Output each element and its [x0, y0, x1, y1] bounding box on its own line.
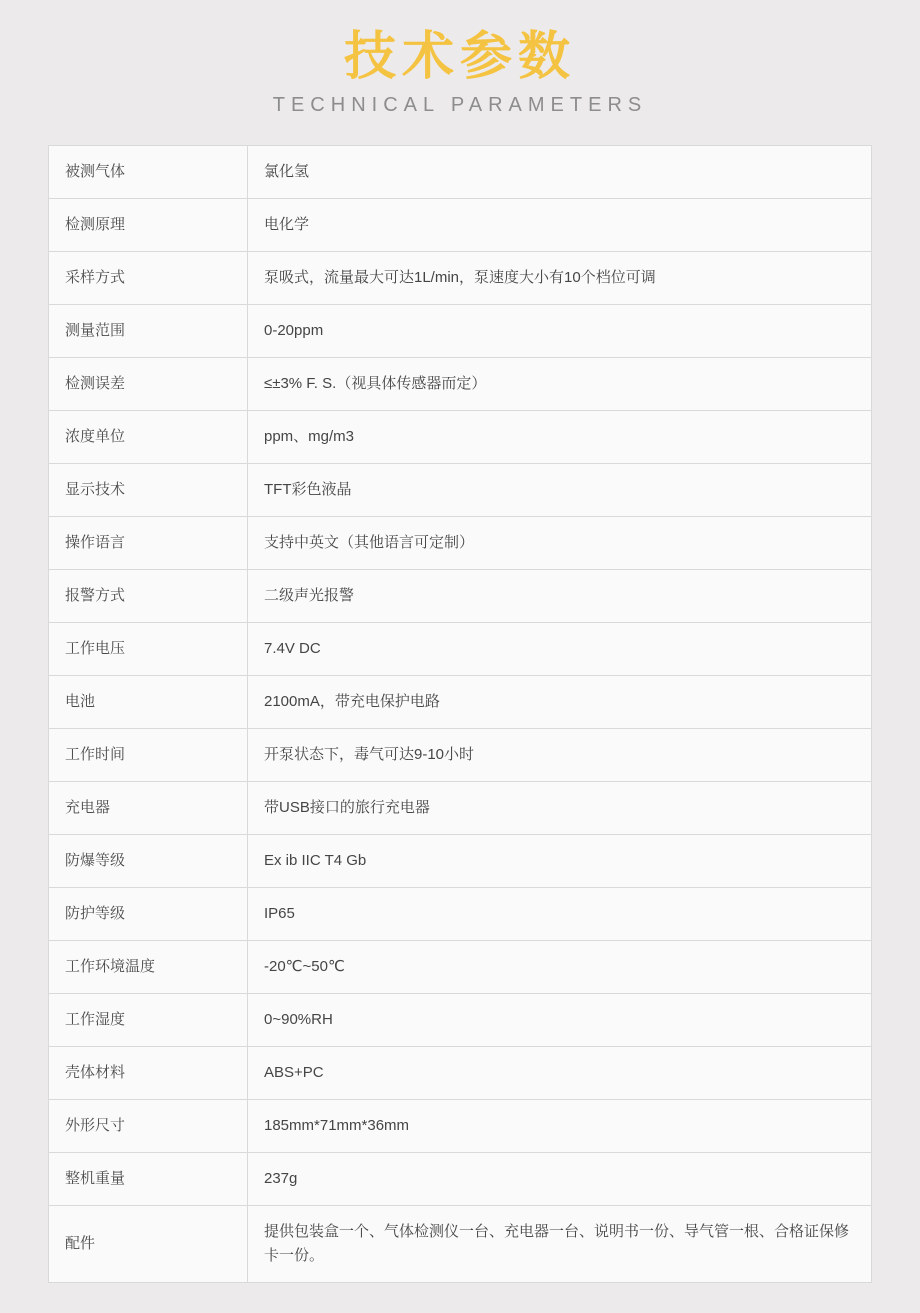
table-row: [49, 1047, 871, 1100]
table-row: [49, 623, 871, 676]
table-row: [49, 464, 871, 517]
spec-value-cell: -20℃~50℃: [248, 941, 872, 994]
spec-value-cell: ppm、mg/m3: [248, 411, 872, 464]
spec-value-cell: ABS+PC: [248, 1047, 872, 1100]
spec-value-cell: TFT彩色液晶: [248, 464, 872, 517]
bottom-spacer: [0, 1283, 920, 1313]
table-row: [49, 676, 871, 729]
spec-value-cell: 电化学: [248, 199, 872, 252]
spec-table: [49, 146, 871, 1283]
spec-label-cell: 显示技术: [49, 464, 248, 517]
table-row: [49, 252, 871, 305]
table-row: [49, 146, 871, 199]
spec-label-cell: 被测气体: [49, 146, 248, 199]
spec-label-cell: 工作电压: [49, 623, 248, 676]
table-row: [49, 1100, 871, 1153]
spec-label-cell: 采样方式: [49, 252, 248, 305]
spec-label-cell: 报警方式: [49, 570, 248, 623]
table-row: [49, 570, 871, 623]
page-title-en: TECHNICAL PARAMETERS: [272, 94, 648, 117]
spec-value-cell: 氯化氢: [248, 146, 872, 199]
spec-table-container: [48, 145, 872, 1283]
spec-value-cell: 0~90%RH: [248, 994, 872, 1047]
spec-value-cell: 泵吸式，流量最大可达1L/min，泵速度大小有10个档位可调: [248, 252, 872, 305]
spec-value-cell: 237g: [248, 1153, 872, 1206]
spec-label-cell: 工作环境温度: [49, 941, 248, 994]
table-row: [49, 888, 871, 941]
spec-value-cell: 支持中英文（其他语言可定制）: [248, 517, 872, 570]
page-title-cn: 技术参数: [343, 28, 576, 86]
spec-value-cell: 0-20ppm: [248, 305, 872, 358]
spec-label-cell: 外形尺寸: [49, 1100, 248, 1153]
spec-label-cell: 壳体材料: [49, 1047, 248, 1100]
spec-label-cell: 防护等级: [49, 888, 248, 941]
spec-value-cell: 带USB接口的旅行充电器: [248, 782, 872, 835]
spec-label-cell: 充电器: [49, 782, 248, 835]
spec-label-cell: 操作语言: [49, 517, 248, 570]
spec-value-cell: Ex ib IIC T4 Gb: [248, 835, 872, 888]
table-row: [49, 729, 871, 782]
table-row: [49, 199, 871, 252]
table-row: [49, 782, 871, 835]
spec-label-cell: 配件: [49, 1206, 248, 1283]
spec-value-cell: 提供包装盒一个、气体检测仪一台、充电器一台、说明书一份、导气管一根、合格证保修卡一份。: [248, 1206, 872, 1283]
spec-label-cell: 测量范围: [49, 305, 248, 358]
spec-label-cell: 检测原理: [49, 199, 248, 252]
spec-label-cell: 工作湿度: [49, 994, 248, 1047]
spec-label-cell: 电池: [49, 676, 248, 729]
spec-value-cell: 7.4V DC: [248, 623, 872, 676]
spec-table-body: [49, 146, 871, 1283]
table-row: [49, 1206, 871, 1283]
table-row: [49, 411, 871, 464]
spec-value-cell: IP65: [248, 888, 872, 941]
table-row: [49, 835, 871, 888]
page-header: [0, 0, 920, 127]
spec-value-cell: 185mm*71mm*36mm: [248, 1100, 872, 1153]
table-row: [49, 305, 871, 358]
spec-value-cell: 2100mA，带充电保护电路: [248, 676, 872, 729]
spec-label-cell: 工作时间: [49, 729, 248, 782]
table-row: [49, 941, 871, 994]
spec-value-cell: ≤±3% F. S.（视具体传感器而定）: [248, 358, 872, 411]
table-row: [49, 517, 871, 570]
spec-label-cell: 防爆等级: [49, 835, 248, 888]
table-row: [49, 994, 871, 1047]
spec-value-cell: 二级声光报警: [248, 570, 872, 623]
spec-label-cell: 检测误差: [49, 358, 248, 411]
spec-value-cell: 开泵状态下，毒气可达9-10小时: [248, 729, 872, 782]
table-row: [49, 1153, 871, 1206]
spec-label-cell: 整机重量: [49, 1153, 248, 1206]
spec-label-cell: 浓度单位: [49, 411, 248, 464]
table-row: [49, 358, 871, 411]
